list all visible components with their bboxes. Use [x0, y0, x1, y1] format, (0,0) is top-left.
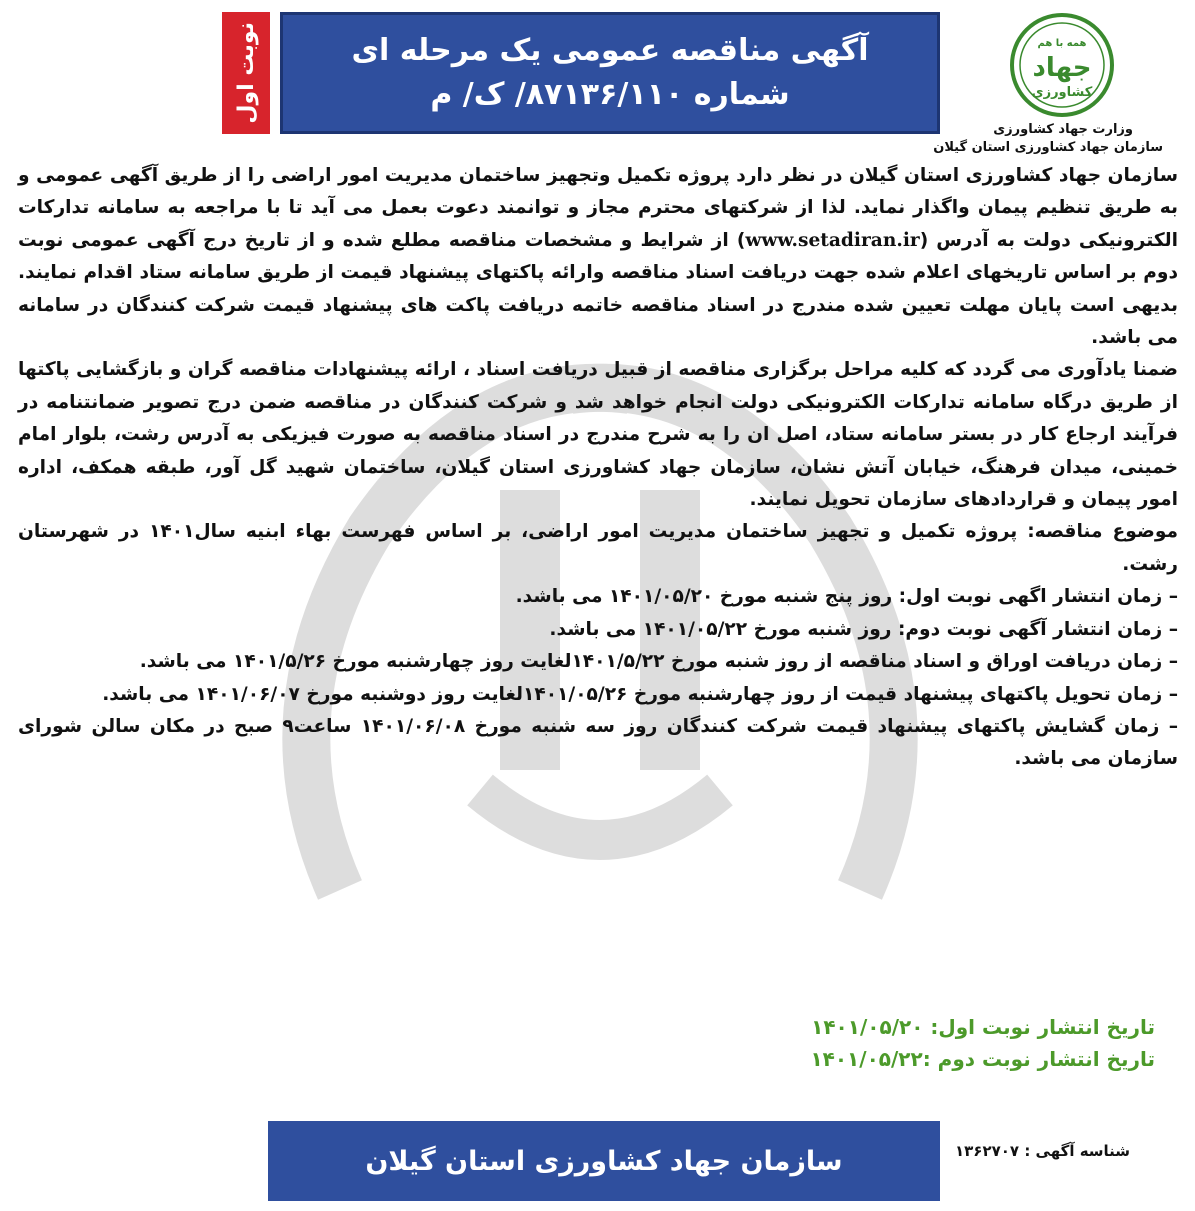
footer-org-banner	[268, 1121, 940, 1201]
announcement-body	[18, 160, 1178, 776]
schedule-item: – زمان دریافت اوراق و اسناد مناقصه از روز شنبه مورخ ۱۴۰۱/۵/۲۲لغایت روز چهارشنبه مورخ ۱۴۰۱/۵/۲۶ می باشد.	[139, 651, 1178, 673]
intro-text-part2: ) از شرایط و مشخصات مناقصه مطلع شده و از تاریخ درج آگهی عمومی نوبت دوم بر اساس تاریخهای اعلام شده جهت دریافت اسناد مناقصه وارائه پاکتهای پیشنهاد قیمت از طریق سامانه ستاد اقدام نمایند. بدیهی است پایان مهلت تعیین شده مندرج در اسناد مناقصه خاتمه دریافت پاکت های پیشنهاد قیمت شرکت کنندگان در سامانه می باشد.	[18, 229, 1178, 349]
ministry-name: وزارت جهاد کشاورزی	[993, 122, 1133, 137]
footer-org-name: سازمان جهاد کشاورزی استان گیلان	[365, 1145, 843, 1177]
jihad-agriculture-logo-icon	[1000, 10, 1125, 120]
logo-main-text: جهاد	[1032, 53, 1092, 83]
schedule-item: – زمان گشایش پاکتهای پیشنهاد قیمت شرکت کنندگان روز سه شنبه مورخ ۱۴۰۱/۰۶/۰۸ ساعت۹ صبح در مکان سالن شورای سازمان می باشد.	[18, 715, 1179, 770]
first-publication-date: تاریخ انتشار نوبت اول: ۱۴۰۱/۰۵/۲۰	[811, 1015, 1155, 1039]
logo-sub-text: کشاورزی	[1031, 85, 1093, 100]
schedule-item: – زمان تحویل پاکتهای پیشنهاد قیمت از روز چهارشنبه مورخ ۱۴۰۱/۰۵/۲۶لغایت روز دوشنبه مورخ ۱۴۰۱/۰۶/۰۷ می باشد.	[102, 683, 1178, 705]
setad-url-link[interactable]: www.setadiran.ir	[745, 229, 920, 251]
first-publication-badge	[222, 12, 270, 134]
intro-text-part1: سازمان جهاد کشاورزی استان گیلان در نظر دارد پروژه تکمیل وتجهیز ساختمان مدیریت امور اراضی را از طریق آگهی عمومی و به طریق تنظیم پیمان واگذار نماید. لذا از شرکتهای محترم مجاز و توانمند دعوت بعمل می آید تا با مراجعه به سامانه تدارکات الکترونیکی دولت به آدرس (	[18, 165, 1178, 251]
intro-paragraph	[18, 160, 1178, 354]
schedule-item: – زمان انتشار آگهی نوبت دوم: روز شنبه مورخ ۱۴۰۱/۰۵/۲۲ می باشد.	[549, 618, 1178, 640]
reminder-paragraph: ضمنا یادآوری می گردد که کلیه مراحل برگزاری مناقصه از قبیل دریافت اسناد ، ارائه پیشنهادات مناقصه گران و بازگشایی پاکتها از طریق درگاه سامانه تدارکات الکترونیکی دولت انجام خواهد شد و شرکت کنندگان در مناقصه ضمن درج تصویر ضمانتنامه در فرآیند ارجاع کار در بستر سامانه ستاد، اصل ان را به شرح مندرج در اسناد مناقصه به صورت فیزیکی به آدرس رشت، بلوار امام خمینی، میدان فرهنگ، خیابان آتش نشان، سازمان جهاد کشاورزی استان گیلان، ساختمان شهید گل آور، طبقه همکف، اداره امور پیمان و قراردادهای سازمان تحویل نمایند.	[18, 359, 1178, 511]
page-title: آگهی مناقصه عمومی یک مرحله ای	[351, 33, 869, 68]
badge-text: نوبت اول	[233, 22, 259, 124]
schedule-item: – زمان انتشار اگهی نوبت اول: روز پنج شنبه مورخ ۱۴۰۱/۰۵/۲۰ می باشد.	[515, 586, 1178, 608]
title-banner	[280, 12, 940, 134]
organization-name: سازمان جهاد کشاورزی استان گیلان	[933, 140, 1163, 155]
tender-subject: موضوع مناقصه: پروژه تکمیل و تجهیز ساختمان مدیریت امور اراضی، بر اساس فهرست بهاء ابنیه سال۱۴۰۱ در شهرستان رشت.	[18, 521, 1179, 575]
tender-number: شماره ۸۷۱۳۶/۱۱۰/ ک/ م	[430, 77, 790, 112]
second-publication-date: تاریخ انتشار نوبت دوم :۱۴۰۱/۰۵/۲۲	[810, 1047, 1155, 1071]
ad-identifier: شناسه آگهی : ۱۳۶۲۷۰۷	[955, 1142, 1131, 1160]
logo-top-text: همه با هم	[1037, 38, 1087, 49]
